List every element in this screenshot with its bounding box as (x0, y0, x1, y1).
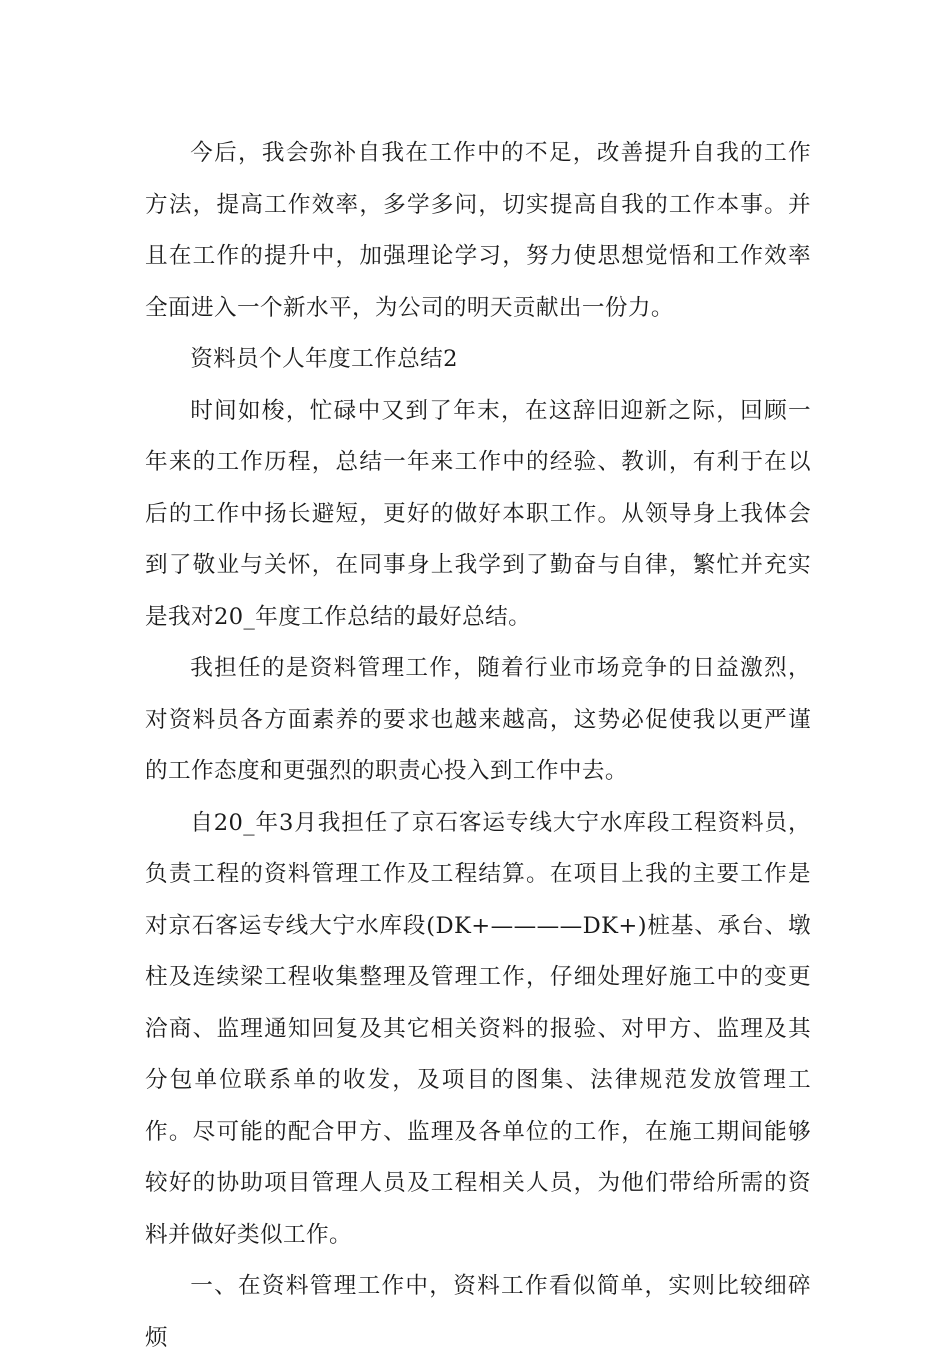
paragraph-5: 一、在资料管理工作中，资料工作看似简单，实则比较细碎烦 (145, 1273, 811, 1351)
paragraph-1: 今后，我会弥补自我在工作中的不足，改善提升自我的工作方法，提高工作效率，多学多问，切实提高自我的工作本事。并且在工作的提升中，加强理论学习，努力使思想觉悟和工作效率全面进入一个新水平，为公司的明天贡献出一份力。 (145, 140, 811, 321)
paragraph-4: 自20_年3月我担任了京石客运专线大宁水库段工程资料员，负责工程的资料管理工作及工程结算。在项目上我的主要工作是对京石客运专线大宁水库段(DK+————DK+)桩基、承台、墩柱及连续梁工程收集整理及管理工作，仔细处理好施工中的变更洽商、监理通知回复及其它相关资料的报验、对甲方、监理及其分包单位联系单的收发，及项目的图集、法律规范发放管理工作。尽可能的配合甲方、监理及各单位的工作，在施工期间能够较好的协助项目管理人员及工程相关人员，为他们带给所需的资料并做好类似工作。 (145, 809, 811, 1248)
document-body (145, 128, 811, 1364)
paragraph-3: 我担任的是资料管理工作，随着行业市场竞争的日益激烈，对资料员各方面素养的要求也越来越高，这势必促使我以更严谨的工作态度和更强烈的职责心投入到工作中去。 (145, 655, 811, 784)
paragraph-2: 时间如梭，忙碌中又到了年末，在这辞旧迎新之际，回顾一年来的工作历程，总结一年来工作中的经验、教训，有利于在以后的工作中扬长避短，更好的做好本职工作。从领导身上我体会到了敬业与关怀，在同事身上我学到了勤奋与自律，繁忙并充实是我对20_年度工作总结的最好总结。 (145, 397, 811, 630)
section-heading: 资料员个人年度工作总结2 (190, 346, 458, 372)
